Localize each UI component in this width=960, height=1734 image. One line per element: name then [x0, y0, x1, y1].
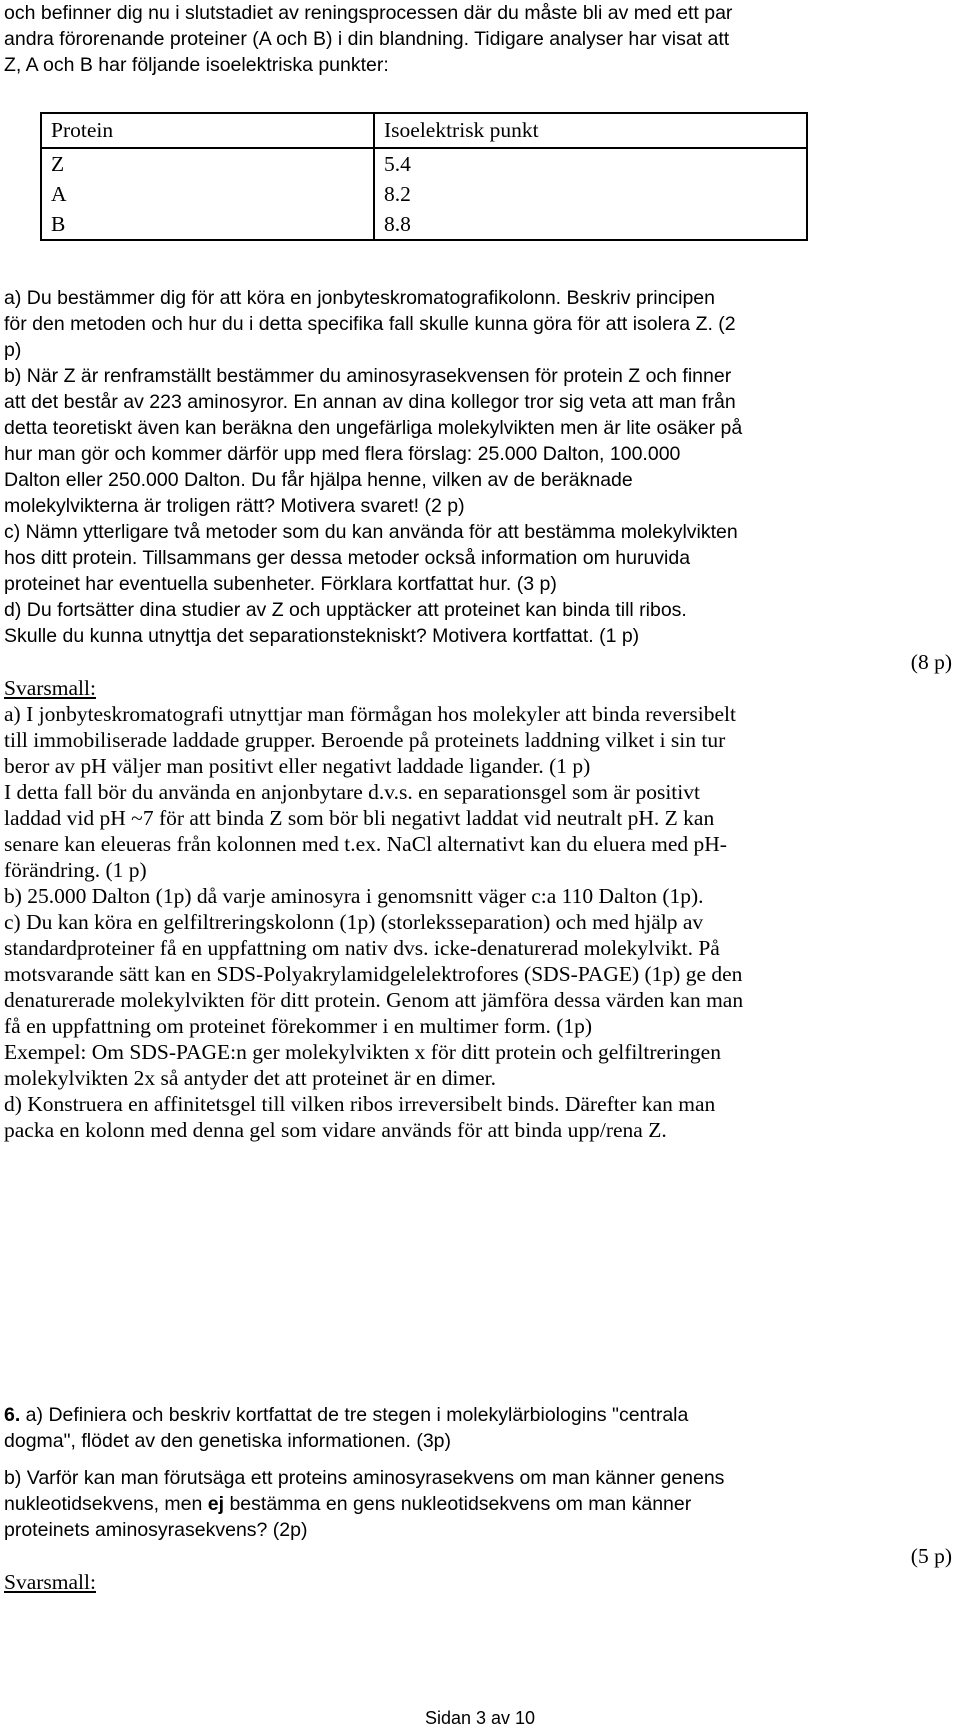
- question-line: proteinet har eventuella subenheter. Förklara kortfattat hur. (3 p): [4, 573, 557, 595]
- table-cell: 5.4: [374, 148, 807, 179]
- answer-line: denaturerade molekylvikten för ditt protein. Genom att jämföra dessa värden kan man: [4, 988, 744, 1012]
- question-5-parts: [4, 285, 952, 701]
- table-header-cell: Protein: [41, 113, 374, 148]
- question-6a-line: 6. a) Definiera och beskriv kortfattat de tre stegen i molekylärbiologins "centrala: [4, 1404, 689, 1426]
- answer-line: få en uppfattning om proteinet förekommer i en multimer form. (1p): [4, 1014, 593, 1038]
- question-line: att det består av 223 aminosyror. En annan av dina kollegor tror sig veta att man från: [4, 391, 736, 413]
- table-cell: Z: [41, 148, 374, 179]
- question-6a-line: dogma", flödet av den genetiska informationen. (3p): [4, 1430, 452, 1452]
- table-cell: 8.8: [374, 209, 807, 240]
- question-line: p): [4, 339, 22, 361]
- answer-line: Exempel: Om SDS-PAGE:n ger molekylvikten x för ditt protein och gelfiltreringen: [4, 1040, 721, 1064]
- table-header-cell: Isoelektrisk punkt: [374, 113, 807, 148]
- question-6: [4, 1402, 952, 1454]
- isoelectric-point-table: [40, 112, 808, 241]
- table-row: [41, 179, 807, 209]
- question-line: c) Nämn ytterligare två metoder som du kan använda för att bestämma molekylvikten: [4, 521, 738, 543]
- answer-line: c) Du kan köra en gelfiltreringskolonn (1p) (storleksseparation) och med hjälp av: [4, 910, 704, 934]
- question-line: a) Du bestämmer dig för att köra en jonbyteskromatografikolonn. Beskriv principen: [4, 287, 715, 309]
- answer-line: I detta fall bör du använda en anjonbytare d.v.s. en separationsgel som är positivt: [4, 780, 700, 804]
- question-6b-line: proteinets aminosyrasekvens? (2p): [4, 1519, 308, 1541]
- table-row: [41, 148, 807, 179]
- question-line: Skulle du kunna utnyttja det separationstekniskt? Motivera kortfattat. (1 p): [4, 625, 640, 647]
- points-total: (5 p): [910, 1544, 952, 1568]
- points-total: (8 p): [910, 650, 952, 674]
- answer-line: standardproteiner få en uppfattning om nativ dvs. icke-denaturerad molekylvikt. På: [4, 936, 720, 960]
- table-cell: B: [41, 209, 374, 240]
- answer-line: a) I jonbyteskromatografi utnyttjar man förmågan hos molekyler att binda reversibelt: [4, 702, 736, 726]
- answer-line: laddad vid pH ~7 för att binda Z som bör bli negativt laddat vid neutralt pH. Z kan: [4, 806, 715, 830]
- question-line: detta teoretiskt även kan beräkna den ungefärliga molekylvikten men är lite osäker på: [4, 417, 743, 439]
- answer-line: b) 25.000 Dalton (1p) då varje aminosyra i genomsnitt väger c:a 110 Dalton (1p).: [4, 884, 704, 908]
- answer-template-label: Svarsmall:: [4, 676, 96, 700]
- question-6b: [4, 1465, 952, 1595]
- intro-paragraph: [4, 0, 952, 78]
- answer-template: [4, 701, 952, 1143]
- answer-line: molekylvikten 2x så antyder det att proteinet är en dimer.: [4, 1066, 496, 1090]
- question-line: molekylvikterna är troligen rätt? Motivera svaret! (2 p): [4, 495, 465, 517]
- emphasis-ej: ej: [207, 1493, 225, 1515]
- intro-line: Z, A och B har följande isoelektriska punkter:: [4, 54, 389, 76]
- question-line: d) Du fortsätter dina studier av Z och upptäcker att proteinet kan binda till ribos.: [4, 599, 687, 621]
- question-line: Dalton eller 250.000 Dalton. Du får hjälpa henne, vilken av de beräknade: [4, 469, 633, 491]
- answer-line: till immobiliserade laddade grupper. Beroende på proteinets laddning vilket i sin tur: [4, 728, 726, 752]
- table-header-row: [41, 113, 807, 148]
- page-number-footer: Sidan 3 av 10: [424, 1708, 536, 1728]
- question-line: hur man gör och kommer därför upp med flera förslag: 25.000 Dalton, 100.000: [4, 443, 681, 465]
- answer-line: senare kan eleueras från kolonnen med t.ex. NaCl alternativt kan du eluera med pH-: [4, 832, 727, 856]
- table-cell: 8.2: [374, 179, 807, 209]
- answer-line: förändring. (1 p): [4, 858, 147, 882]
- question-6b-line: b) Varför kan man förutsäga ett proteins aminosyrasekvens om man känner genens: [4, 1467, 725, 1489]
- answer-line: d) Konstruera en affinitetsgel till vilken ribos irreversibelt binds. Därefter kan man: [4, 1092, 716, 1116]
- answer-line: packa en kolonn med denna gel som vidare används för att binda upp/rena Z.: [4, 1118, 667, 1142]
- answer-line: motsvarande sätt kan en SDS-Polyakrylamidgelelektrofores (SDS-PAGE) (1p) ge den: [4, 962, 743, 986]
- table-row: [41, 209, 807, 240]
- question-6b-line: nukleotidsekvens, men ej bestämma en gens nukleotidsekvens om man känner: [4, 1493, 692, 1515]
- question-line: för den metoden och hur du i detta specifika fall skulle kunna göra för att isolera Z. (2: [4, 313, 736, 335]
- question-line: hos ditt protein. Tillsammans ger dessa metoder också information om huruvida: [4, 547, 691, 569]
- question-number: 6.: [4, 1404, 21, 1426]
- answer-line: beror av pH väljer man positivt eller negativt laddade ligander. (1 p): [4, 754, 591, 778]
- table-cell: A: [41, 179, 374, 209]
- intro-line: och befinner dig nu i slutstadiet av reningsprocessen där du måste bli av med ett par: [4, 2, 733, 24]
- answer-template-label: Svarsmall:: [4, 1570, 96, 1594]
- intro-line: andra förorenande proteiner (A och B) i din blandning. Tidigare analyser har visat att: [4, 28, 730, 50]
- question-line: b) När Z är renframställt bestämmer du aminosyrasekvensen för protein Z och finner: [4, 365, 732, 387]
